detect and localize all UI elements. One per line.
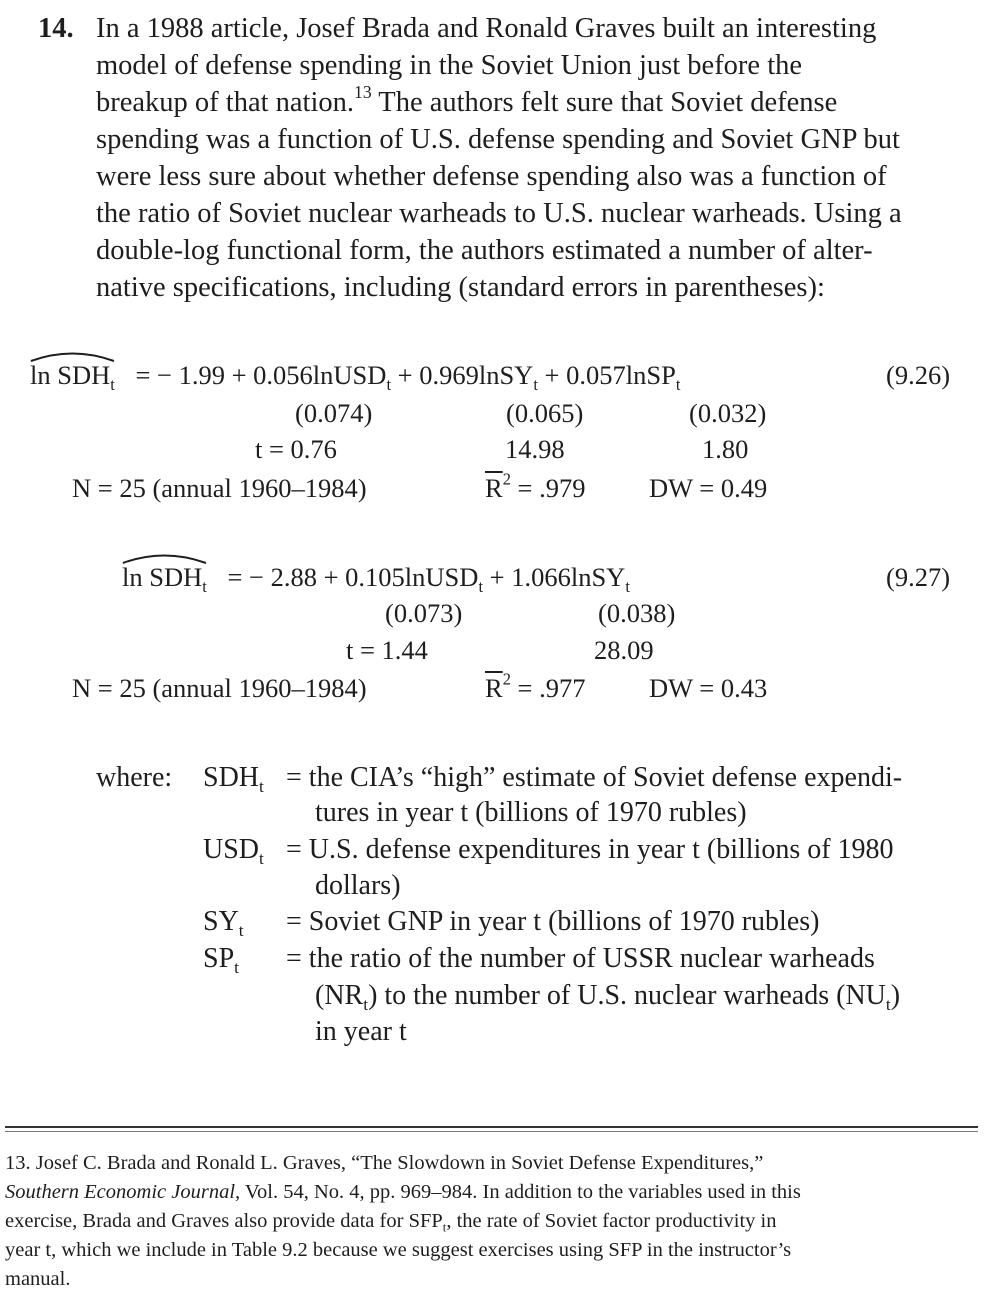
footnote-line-5: manual. xyxy=(5,1268,71,1290)
footnote-divider xyxy=(5,1126,978,1128)
eq2-se-1: (0.073) xyxy=(385,598,463,628)
eq2-t-2: 28.09 xyxy=(594,635,654,665)
eq2-lhs: $\ln SDH_t$ xyxy=(122,562,207,593)
footnote-line-4: year t, which we include in Table 9.2 because we suggest exercises using SFP in the instructor’s xyxy=(5,1239,792,1261)
problem-line-1: In a 1988 article, Josef Brada and Ronald Graves built an interesting xyxy=(96,13,877,44)
footnote-line-1: 13. Josef C. Brada and Ronald L. Graves, “The Slowdown in Soviet Defense Expenditures,” xyxy=(5,1152,764,1174)
problem-number: 14. xyxy=(38,13,74,44)
sdh-variable: $SDH_t$ xyxy=(203,762,264,797)
usd-definition-1: = U.S. defense expenditures in year t (billions of 1980 xyxy=(286,834,894,865)
eq2-r2: $\overline{R}^2 = .977$ xyxy=(485,669,586,703)
eq1-t-2: 14.98 xyxy=(505,434,565,464)
footnote-ref: 13 xyxy=(354,81,372,102)
eq1-se-1: (0.074) xyxy=(295,398,373,428)
footnote-divider-thin xyxy=(5,1131,978,1132)
eq2-t-1: t = 1.44 xyxy=(346,635,428,665)
sp-variable: $SP_t$ xyxy=(203,943,239,978)
problem-line-7: double-log functional form, the authors estimated a number of alter- xyxy=(96,235,873,266)
footnote-line-3: exercise, Brada and Graves also provide data for $SFP_t$, the rate of Soviet factor productivity in xyxy=(5,1210,777,1235)
footnote-line-2: Southern Economic Journal, Vol. 54, No. 4, pp. 969–984. In addition to the variables used in this xyxy=(5,1181,801,1203)
eq1-main-line: $\ln SDH_t$ = − 1.99 + 0.056lnUSD$_t$ + 0.969lnSY$_t$ + 0.057lnSP$_t$ xyxy=(30,360,680,391)
eq2-n: N = 25 (annual 1960–1984) xyxy=(72,673,367,703)
eq1-r2: $\overline{R}^2 = .979$ xyxy=(485,469,586,503)
usd-variable: $USD_t$ xyxy=(203,834,264,869)
eq1-lhs: $\ln SDH_t$ xyxy=(30,360,115,391)
problem-line-4: spending was a function of U.S. defense spending and Soviet GNP but xyxy=(96,124,900,155)
eq2-se-2: (0.038) xyxy=(598,598,676,628)
journal-name: Southern Economic Journal, xyxy=(5,1181,241,1203)
usd-definition-2: dollars) xyxy=(315,870,401,901)
eq2-number: (9.27) xyxy=(886,562,951,592)
where-label: where: xyxy=(96,762,173,793)
eq1-se-3: (0.032) xyxy=(689,398,767,428)
sy-variable: $SY_t$ xyxy=(203,906,244,941)
sp-definition-3: in year t xyxy=(315,1016,407,1047)
sp-definition-1: = the ratio of the number of USSR nuclear warheads xyxy=(286,943,875,974)
problem-line-5: were less sure about whether defense spending also was a function of xyxy=(96,161,887,192)
eq2-main-line: $\ln SDH_t$ = − 2.88 + 0.105lnUSD$_t$ + 1.066lnSY$_t$ xyxy=(122,562,630,593)
problem-line-3: breakup of that nation.$^{13}$ The authors felt sure that Soviet defense xyxy=(96,81,838,118)
problem-line-2: model of defense spending in the Soviet Union just before the xyxy=(96,50,803,81)
sdh-definition-1: = the CIA’s “high” estimate of Soviet defense expendi- xyxy=(286,762,903,793)
eq1-t-1: t = 0.76 xyxy=(255,434,337,464)
sdh-definition-2: tures in year t (billions of 1970 rubles) xyxy=(315,797,747,828)
eq1-n: N = 25 (annual 1960–1984) xyxy=(72,473,367,503)
eq2-dw: DW = 0.43 xyxy=(649,673,768,703)
problem-line-6: the ratio of Soviet nuclear warheads to U.S. nuclear warheads. Using a xyxy=(96,198,902,229)
problem-line-8: native specifications, including (standard errors in parentheses): xyxy=(96,272,825,303)
sp-definition-2: $(NR_t)$ to the number of U.S. nuclear warheads $(NU_t)$ xyxy=(315,980,901,1015)
sy-definition: = Soviet GNP in year t (billions of 1970 rubles) xyxy=(286,906,820,937)
eq1-se-2: (0.065) xyxy=(506,398,584,428)
eq1-number: (9.26) xyxy=(886,360,951,390)
eq1-t-3: 1.80 xyxy=(702,434,749,464)
eq1-dw: DW = 0.49 xyxy=(649,473,768,503)
